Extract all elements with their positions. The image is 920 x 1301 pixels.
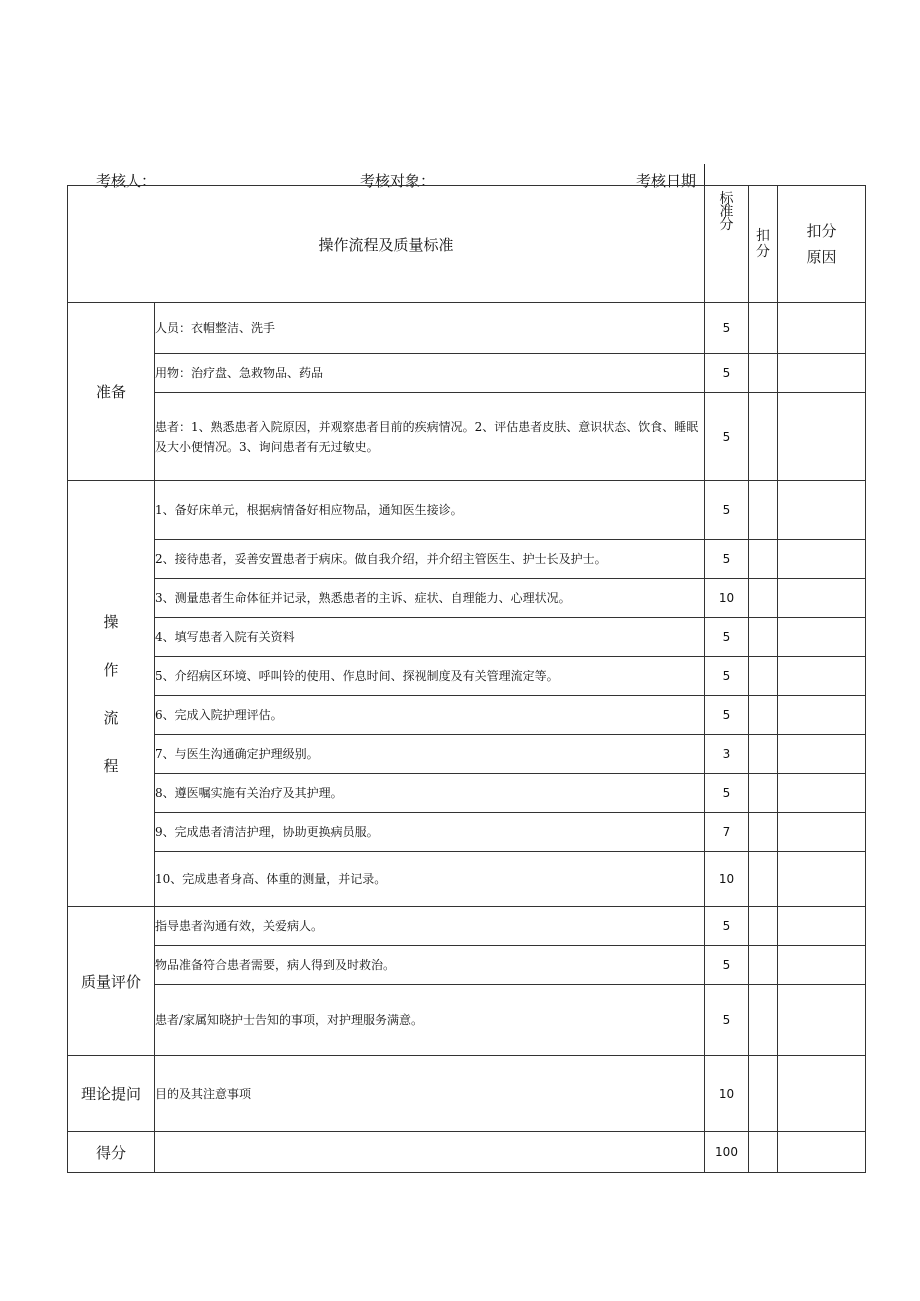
standard-score: 5 <box>705 303 749 354</box>
criterion-text: 2、接待患者，妥善安置患者于病床。做自我介绍，并介绍主管医生、护士长及护士。 <box>155 540 705 579</box>
deduction-cell[interactable] <box>749 852 778 907</box>
criterion-text: 8、遵医嘱实施有关治疗及其护理。 <box>155 774 705 813</box>
reason-header <box>778 186 866 303</box>
criterion-text: 物品准备符合患者需要，病人得到及时救治。 <box>155 946 705 985</box>
table-row <box>68 618 866 657</box>
examiner-label: 考核人： <box>96 172 157 190</box>
criterion-text: 6、完成入院护理评估。 <box>155 696 705 735</box>
reason-cell[interactable] <box>778 907 866 946</box>
criterion-text: 患者/家属知晓护士告知的事项，对护理服务满意。 <box>155 985 705 1056</box>
standard-score: 5 <box>705 354 749 393</box>
reason-line: 扣分 <box>806 222 837 240</box>
standard-score: 3 <box>705 735 749 774</box>
standard-score-char: 分 <box>719 217 734 233</box>
criterion-text: 指导患者沟通有效，关爱病人。 <box>155 907 705 946</box>
standard-score: 5 <box>705 946 749 985</box>
standard-score: 5 <box>705 481 749 540</box>
total-label: 得分 <box>68 1132 155 1173</box>
table-row <box>68 774 866 813</box>
reason-cell[interactable] <box>778 579 866 618</box>
section-label-theory: 理论提问 <box>68 1056 155 1132</box>
standard-score: 7 <box>705 813 749 852</box>
procedure-label-char: 作 <box>103 660 119 679</box>
standard-score: 5 <box>705 618 749 657</box>
reason-cell[interactable] <box>778 735 866 774</box>
deduction-cell[interactable] <box>749 303 778 354</box>
procedure-label-char: 操 <box>103 612 119 631</box>
criterion-text: 用物：治疗盘、急救物品、药品 <box>155 354 705 393</box>
total-score: 100 <box>705 1132 749 1173</box>
deduction-cell[interactable] <box>749 946 778 985</box>
deduction-cell[interactable] <box>749 774 778 813</box>
deduction-cell[interactable] <box>749 1056 778 1132</box>
criterion-text: 人员：衣帽整洁、洗手 <box>155 303 705 354</box>
reason-cell[interactable] <box>778 354 866 393</box>
table-header-row <box>68 186 866 303</box>
standard-score: 5 <box>705 774 749 813</box>
deduction-cell[interactable] <box>749 696 778 735</box>
deduction-cell[interactable] <box>749 618 778 657</box>
header-divider <box>704 164 705 186</box>
table-row <box>68 735 866 774</box>
table-row <box>68 354 866 393</box>
table-row <box>68 540 866 579</box>
reason-cell[interactable] <box>778 696 866 735</box>
procedure-label-char: 程 <box>103 756 119 775</box>
standard-score: 10 <box>705 1056 749 1132</box>
reason-cell[interactable] <box>778 1056 866 1132</box>
criterion-text: 9、完成患者清洁护理，协助更换病员服。 <box>155 813 705 852</box>
table-row <box>68 1056 866 1132</box>
standard-score: 5 <box>705 696 749 735</box>
reason-cell[interactable] <box>778 481 866 540</box>
deduction-char: 扣 <box>756 228 770 244</box>
deduction-cell[interactable] <box>749 481 778 540</box>
standard-score: 5 <box>705 393 749 481</box>
standard-score-char: 标 <box>719 191 734 207</box>
deduction-cell[interactable] <box>749 657 778 696</box>
standard-score: 10 <box>705 579 749 618</box>
reason-cell[interactable] <box>778 657 866 696</box>
standard-score-header <box>705 186 749 303</box>
procedure-label-char: 流 <box>103 708 119 727</box>
reason-cell[interactable] <box>778 946 866 985</box>
deduction-cell[interactable] <box>749 393 778 481</box>
standard-score: 10 <box>705 852 749 907</box>
table-row <box>68 393 866 481</box>
reason-cell[interactable] <box>778 618 866 657</box>
deduction-cell[interactable] <box>749 540 778 579</box>
deduction-cell[interactable] <box>749 985 778 1056</box>
section-label-preparation: 准备 <box>68 303 155 481</box>
table-row <box>68 985 866 1056</box>
reason-cell[interactable] <box>778 852 866 907</box>
table-row <box>68 946 866 985</box>
deduction-char: 分 <box>756 244 770 260</box>
table-row <box>68 303 866 354</box>
table-row <box>68 696 866 735</box>
standard-score: 5 <box>705 985 749 1056</box>
deduction-cell[interactable] <box>749 354 778 393</box>
table-row <box>68 907 866 946</box>
criterion-text: 患者：1、熟悉患者入院原因，并观察患者目前的疾病情况。2、评估患者皮肤、意识状态、饮食、睡眠及大小便情况。3、询问患者有无过敏史。 <box>155 393 705 481</box>
deduction-cell[interactable] <box>749 813 778 852</box>
standard-score: 5 <box>705 540 749 579</box>
table-row-total <box>68 1132 866 1173</box>
total-blank[interactable] <box>155 1132 705 1173</box>
deduction-cell[interactable] <box>749 579 778 618</box>
criterion-text: 5、介绍病区环境、呼叫铃的使用、作息时间、探视制度及有关管理流定等。 <box>155 657 705 696</box>
table-row <box>68 579 866 618</box>
assessment-table <box>67 185 866 1173</box>
table-row <box>68 852 866 907</box>
reason-cell[interactable] <box>778 393 866 481</box>
section-label-quality: 质量评价 <box>68 907 155 1056</box>
criterion-text: 7、与医生沟通确定护理级别。 <box>155 735 705 774</box>
criterion-text: 目的及其注意事项 <box>155 1056 705 1132</box>
reason-cell[interactable] <box>778 813 866 852</box>
standard-score: 5 <box>705 657 749 696</box>
deduction-cell[interactable] <box>749 907 778 946</box>
reason-cell[interactable] <box>778 774 866 813</box>
procedure-title: 操作流程及质量标准 <box>68 186 705 303</box>
reason-cell[interactable] <box>778 1132 866 1173</box>
reason-cell[interactable] <box>778 985 866 1056</box>
standard-score: 5 <box>705 907 749 946</box>
criterion-text: 10、完成患者身高、体重的测量，并记录。 <box>155 852 705 907</box>
deduction-header <box>749 186 778 303</box>
criterion-text: 1、备好床单元，根据病情备好相应物品，通知医生接诊。 <box>155 481 705 540</box>
table-row <box>68 813 866 852</box>
table-row <box>68 657 866 696</box>
criterion-text: 4、填写患者入院有关资料 <box>155 618 705 657</box>
deduction-cell[interactable] <box>749 735 778 774</box>
criterion-text: 3、测量患者生命体征并记录，熟悉患者的主诉、症状、自理能力、心理状况。 <box>155 579 705 618</box>
section-label-procedure <box>68 481 155 907</box>
date-label: 考核日期 <box>636 172 697 190</box>
subject-label: 考核对象： <box>360 172 436 190</box>
reason-line: 原因 <box>806 248 837 266</box>
standard-score-char: 准 <box>719 204 734 220</box>
deduction-cell[interactable] <box>749 1132 778 1173</box>
reason-cell[interactable] <box>778 540 866 579</box>
table-row <box>68 481 866 540</box>
reason-cell[interactable] <box>778 303 866 354</box>
